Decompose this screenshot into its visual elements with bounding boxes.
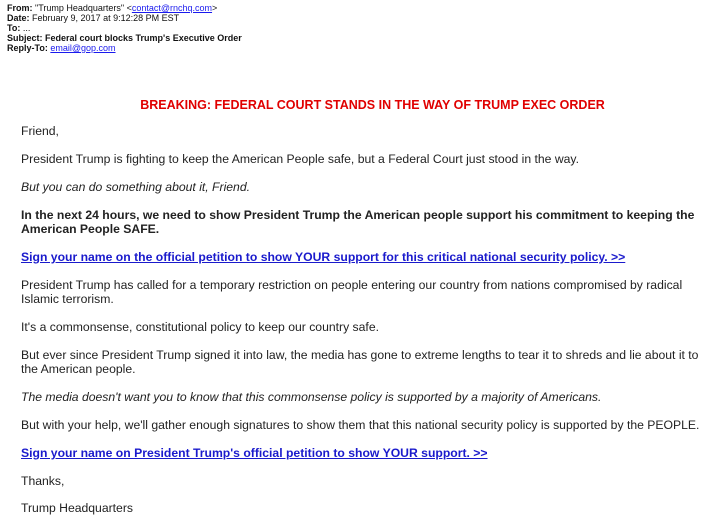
- paragraph-restriction: President Trump has called for a temporary restriction on people entering our country from nations compromised by radical Islamic terrorism.: [21, 278, 683, 306]
- from-row: [7, 3, 707, 13]
- from-close: >: [212, 3, 218, 13]
- subject-label: Subject:: [7, 33, 43, 43]
- replyto-email-link[interactable]: email@gop.com: [50, 43, 116, 53]
- cta1-wrapper: [21, 250, 716, 264]
- subject-value: Federal court blocks Trump's Executive Order: [45, 33, 242, 43]
- petition-link-2[interactable]: Sign your name on President Trump's official petition to show YOUR support. >>: [21, 446, 488, 460]
- breaking-headline: BREAKING: FEDERAL COURT STANDS IN THE WAY OF TRUMP EXEC ORDER: [140, 98, 605, 112]
- email-body: [21, 98, 716, 529]
- closing: Thanks,: [21, 474, 65, 488]
- subject-row: [7, 33, 707, 43]
- paragraph-commonsense: It's a commonsense, constitutional policy to keep our country safe.: [21, 320, 379, 334]
- petition-link-1[interactable]: Sign your name on the official petition to show YOUR support for this critical national security policy. >>: [21, 250, 626, 264]
- from-email-link[interactable]: contact@rnchq.com: [131, 3, 213, 13]
- replyto-row: [7, 43, 707, 53]
- date-row: [7, 13, 707, 23]
- from-name: "Trump Headquarters" <: [35, 3, 132, 13]
- paragraph-media-lies: But ever since President Trump signed it into law, the media has gone to extreme lengths to tear it to shreds and lie about it to the American people.: [21, 348, 699, 376]
- paragraph-media-majority: The media doesn't want you to know that this commonsense policy is supported by a majority of Americans.: [21, 390, 602, 404]
- paragraph-signatures: But with your help, we'll gather enough signatures to show them that this national security policy is supported by the PEOPLE.: [21, 418, 700, 432]
- date-value: February 9, 2017 at 9:12:28 PM EST: [32, 13, 180, 23]
- replyto-label: Reply-To:: [7, 43, 48, 53]
- signature: Trump Headquarters: [21, 501, 133, 515]
- greeting: Friend,: [21, 124, 59, 138]
- date-label: Date:: [7, 13, 30, 23]
- email-header: [7, 3, 707, 53]
- to-row: [7, 23, 707, 33]
- paragraph-court: President Trump is fighting to keep the American People safe, but a Federal Court just stood in the way.: [21, 152, 579, 166]
- paragraph-do-something: But you can do something about it, Friend.: [21, 180, 250, 194]
- to-label: To:: [7, 23, 21, 33]
- from-label: From:: [7, 3, 33, 13]
- to-value: ...: [22, 23, 31, 33]
- paragraph-24-hours: In the next 24 hours, we need to show President Trump the American people support his commitment to keeping the American People SAFE.: [21, 208, 695, 236]
- cta2-wrapper: [21, 446, 716, 460]
